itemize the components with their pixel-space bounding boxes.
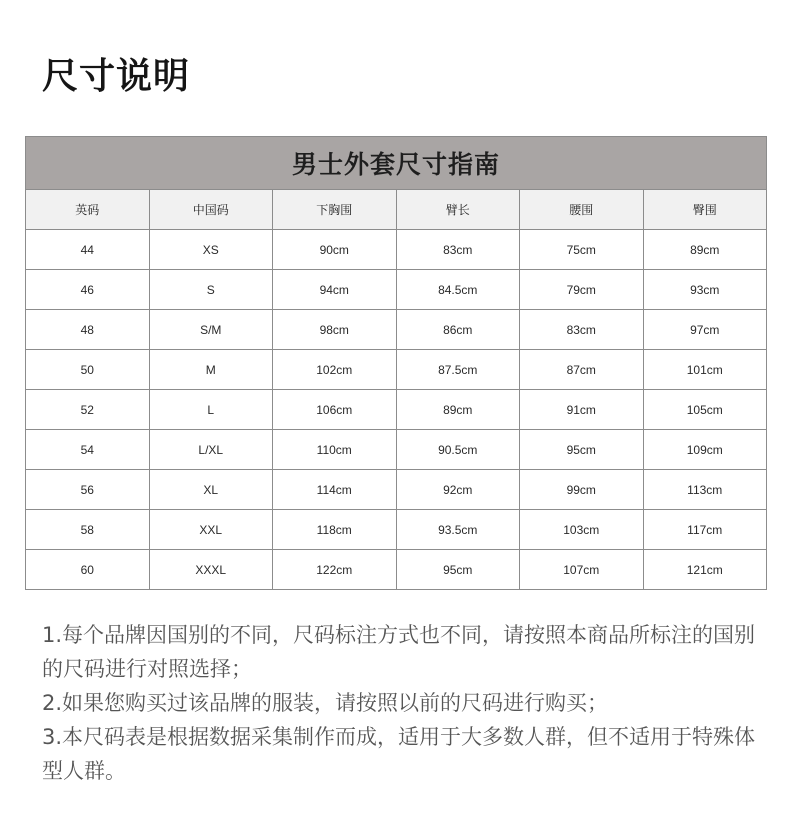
table-row [26,470,767,510]
column-header-waist: 腰围 [520,190,644,230]
hip-cell: 105cm [643,390,767,430]
waist-cell: 107cm [520,550,644,590]
waist-cell: 103cm [520,510,644,550]
chest-cell: 94cm [273,270,397,310]
waist-cell: 75cm [520,230,644,270]
column-header-china-size: 中国码 [149,190,273,230]
table-body [26,230,767,590]
table-row [26,350,767,390]
size-notes [42,618,762,788]
arm-length-cell: 87.5cm [396,350,520,390]
hip-cell: 121cm [643,550,767,590]
chest-cell: 110cm [273,430,397,470]
china-size-cell: XXL [149,510,273,550]
table-row [26,270,767,310]
waist-cell: 95cm [520,430,644,470]
waist-cell: 83cm [520,310,644,350]
china-size-cell: XL [149,470,273,510]
column-header-uk-size: 英码 [26,190,150,230]
chest-cell: 98cm [273,310,397,350]
chest-cell: 114cm [273,470,397,510]
table-caption-row [26,137,767,190]
uk-size-cell: 44 [26,230,150,270]
table-header-row [26,190,767,230]
arm-length-cell: 86cm [396,310,520,350]
column-header-hip: 臀围 [643,190,767,230]
column-header-chest: 下胸围 [273,190,397,230]
note-2: 2.如果您购买过该品牌的服装，请按照以前的尺码进行购买； [42,691,609,715]
table-caption: 男士外套尺寸指南 [26,137,767,190]
china-size-cell: XS [149,230,273,270]
china-size-cell: S/M [149,310,273,350]
arm-length-cell: 93.5cm [396,510,520,550]
arm-length-cell: 83cm [396,230,520,270]
arm-length-cell: 92cm [396,470,520,510]
note-3: 3.本尺码表是根据数据采集制作而成，适用于大多数人群，但不适用于特殊体型人群。 [42,725,756,783]
chest-cell: 90cm [273,230,397,270]
waist-cell: 91cm [520,390,644,430]
arm-length-cell: 90.5cm [396,430,520,470]
chest-cell: 102cm [273,350,397,390]
uk-size-cell: 46 [26,270,150,310]
column-header-arm-length: 臂长 [396,190,520,230]
table-row [26,230,767,270]
uk-size-cell: 48 [26,310,150,350]
china-size-cell: L/XL [149,430,273,470]
hip-cell: 93cm [643,270,767,310]
uk-size-cell: 50 [26,350,150,390]
uk-size-cell: 54 [26,430,150,470]
hip-cell: 109cm [643,430,767,470]
table-row [26,550,767,590]
china-size-cell: L [149,390,273,430]
china-size-cell: XXXL [149,550,273,590]
waist-cell: 79cm [520,270,644,310]
table-row [26,390,767,430]
arm-length-cell: 84.5cm [396,270,520,310]
arm-length-cell: 95cm [396,550,520,590]
hip-cell: 117cm [643,510,767,550]
china-size-cell: S [149,270,273,310]
waist-cell: 87cm [520,350,644,390]
china-size-cell: M [149,350,273,390]
waist-cell: 99cm [520,470,644,510]
table-row [26,310,767,350]
uk-size-cell: 56 [26,470,150,510]
uk-size-cell: 58 [26,510,150,550]
hip-cell: 113cm [643,470,767,510]
hip-cell: 89cm [643,230,767,270]
arm-length-cell: 89cm [396,390,520,430]
table-row [26,430,767,470]
page-title: 尺寸说明 [42,56,191,97]
uk-size-cell: 60 [26,550,150,590]
hip-cell: 97cm [643,310,767,350]
note-1: 1.每个品牌因国别的不同，尺码标注方式也不同，请按照本商品所标注的国别的尺码进行对照选择； [42,623,756,681]
hip-cell: 101cm [643,350,767,390]
uk-size-cell: 52 [26,390,150,430]
table-row [26,510,767,550]
chest-cell: 118cm [273,510,397,550]
chest-cell: 106cm [273,390,397,430]
size-guide-table [25,136,767,590]
chest-cell: 122cm [273,550,397,590]
